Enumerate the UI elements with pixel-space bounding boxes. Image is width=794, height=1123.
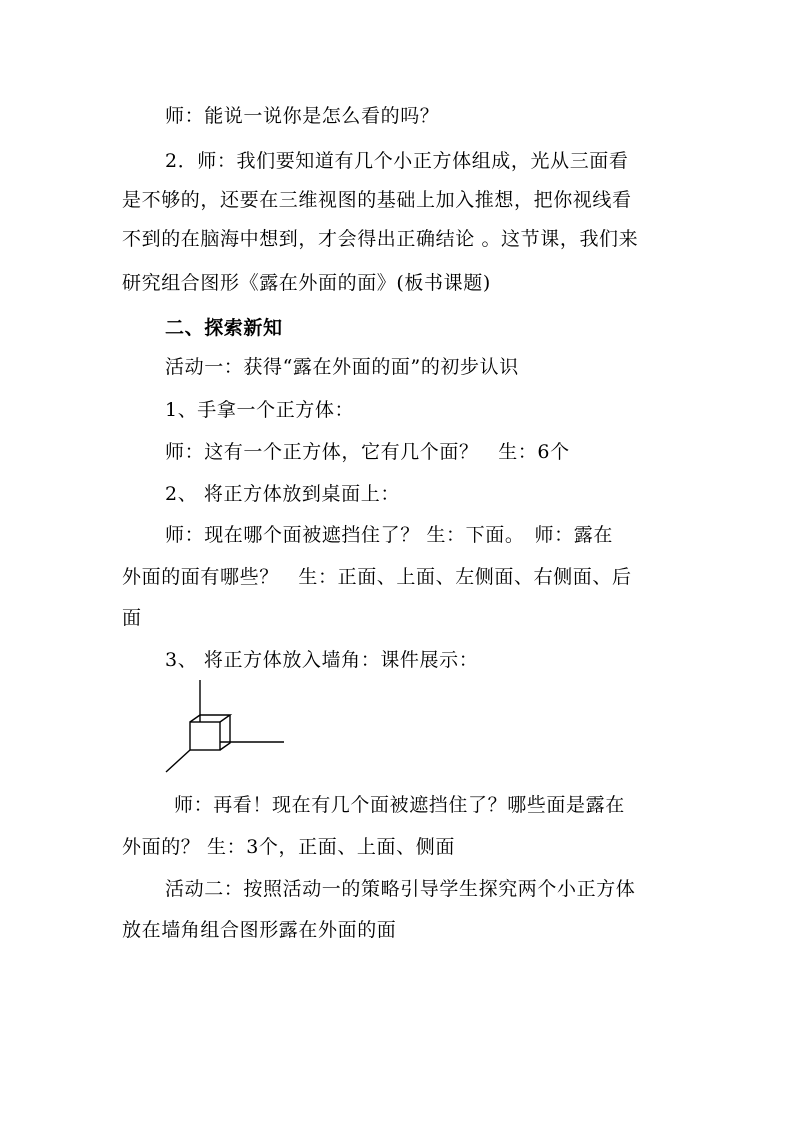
step-2-dialog-line-1: 师：现在哪个面被遮挡住了？ 生：下面。 师：露在	[165, 524, 613, 546]
paragraph-2-line-2: 是不够的，还要在三维视图的基础上加入推想，把你视线看	[122, 189, 632, 211]
step-1-dialog: 师：这有一个正方体，它有几个面？ 生：6个	[165, 441, 570, 463]
activity-2-line-2: 放在墙角组合图形露在外面的面	[122, 919, 397, 941]
paragraph-2-line-3: 不到的在脑海中想到，才会得出正确结论 。这节课，我们来	[122, 228, 639, 250]
step-3: 3、 将正方体放入墙角：课件展示：	[165, 649, 479, 671]
corner-cube-diagram	[160, 680, 290, 776]
section-heading: 二、探索新知	[165, 317, 283, 339]
paragraph-2-line-4: 研究组合图形《露在外面的面》(板书课题)	[122, 272, 491, 294]
step-2-dialog-line-3: 面	[122, 607, 142, 629]
step-3-dialog-line-1: 师：再看！现在有几个面被遮挡住了？哪些面是露在	[174, 794, 625, 816]
floor-left-edge	[166, 750, 190, 772]
step-1: 1、手拿一个正方体：	[165, 399, 355, 421]
cube-front-face	[190, 722, 220, 750]
activity-2-line-1: 活动二：按照活动一的策略引导学生探究两个小正方体	[165, 878, 636, 900]
step-2-dialog-line-2: 外面的面有哪些？ 生：正面、上面、左侧面、右侧面、后	[122, 566, 632, 588]
activity-1-title: 活动一：获得“露在外面的面”的初步认识	[165, 356, 519, 378]
cube-top-face	[190, 715, 230, 722]
paragraph-2-line-1: 2．师：我们要知道有几个小正方体组成，光从三面看	[165, 150, 629, 172]
step-3-dialog-line-2: 外面的？ 生：3个，正面、上面、侧面	[122, 836, 455, 858]
teacher-question: 师：能说一说你是怎么看的吗？	[165, 105, 440, 127]
step-2: 2、 将正方体放到桌面上：	[165, 483, 400, 505]
